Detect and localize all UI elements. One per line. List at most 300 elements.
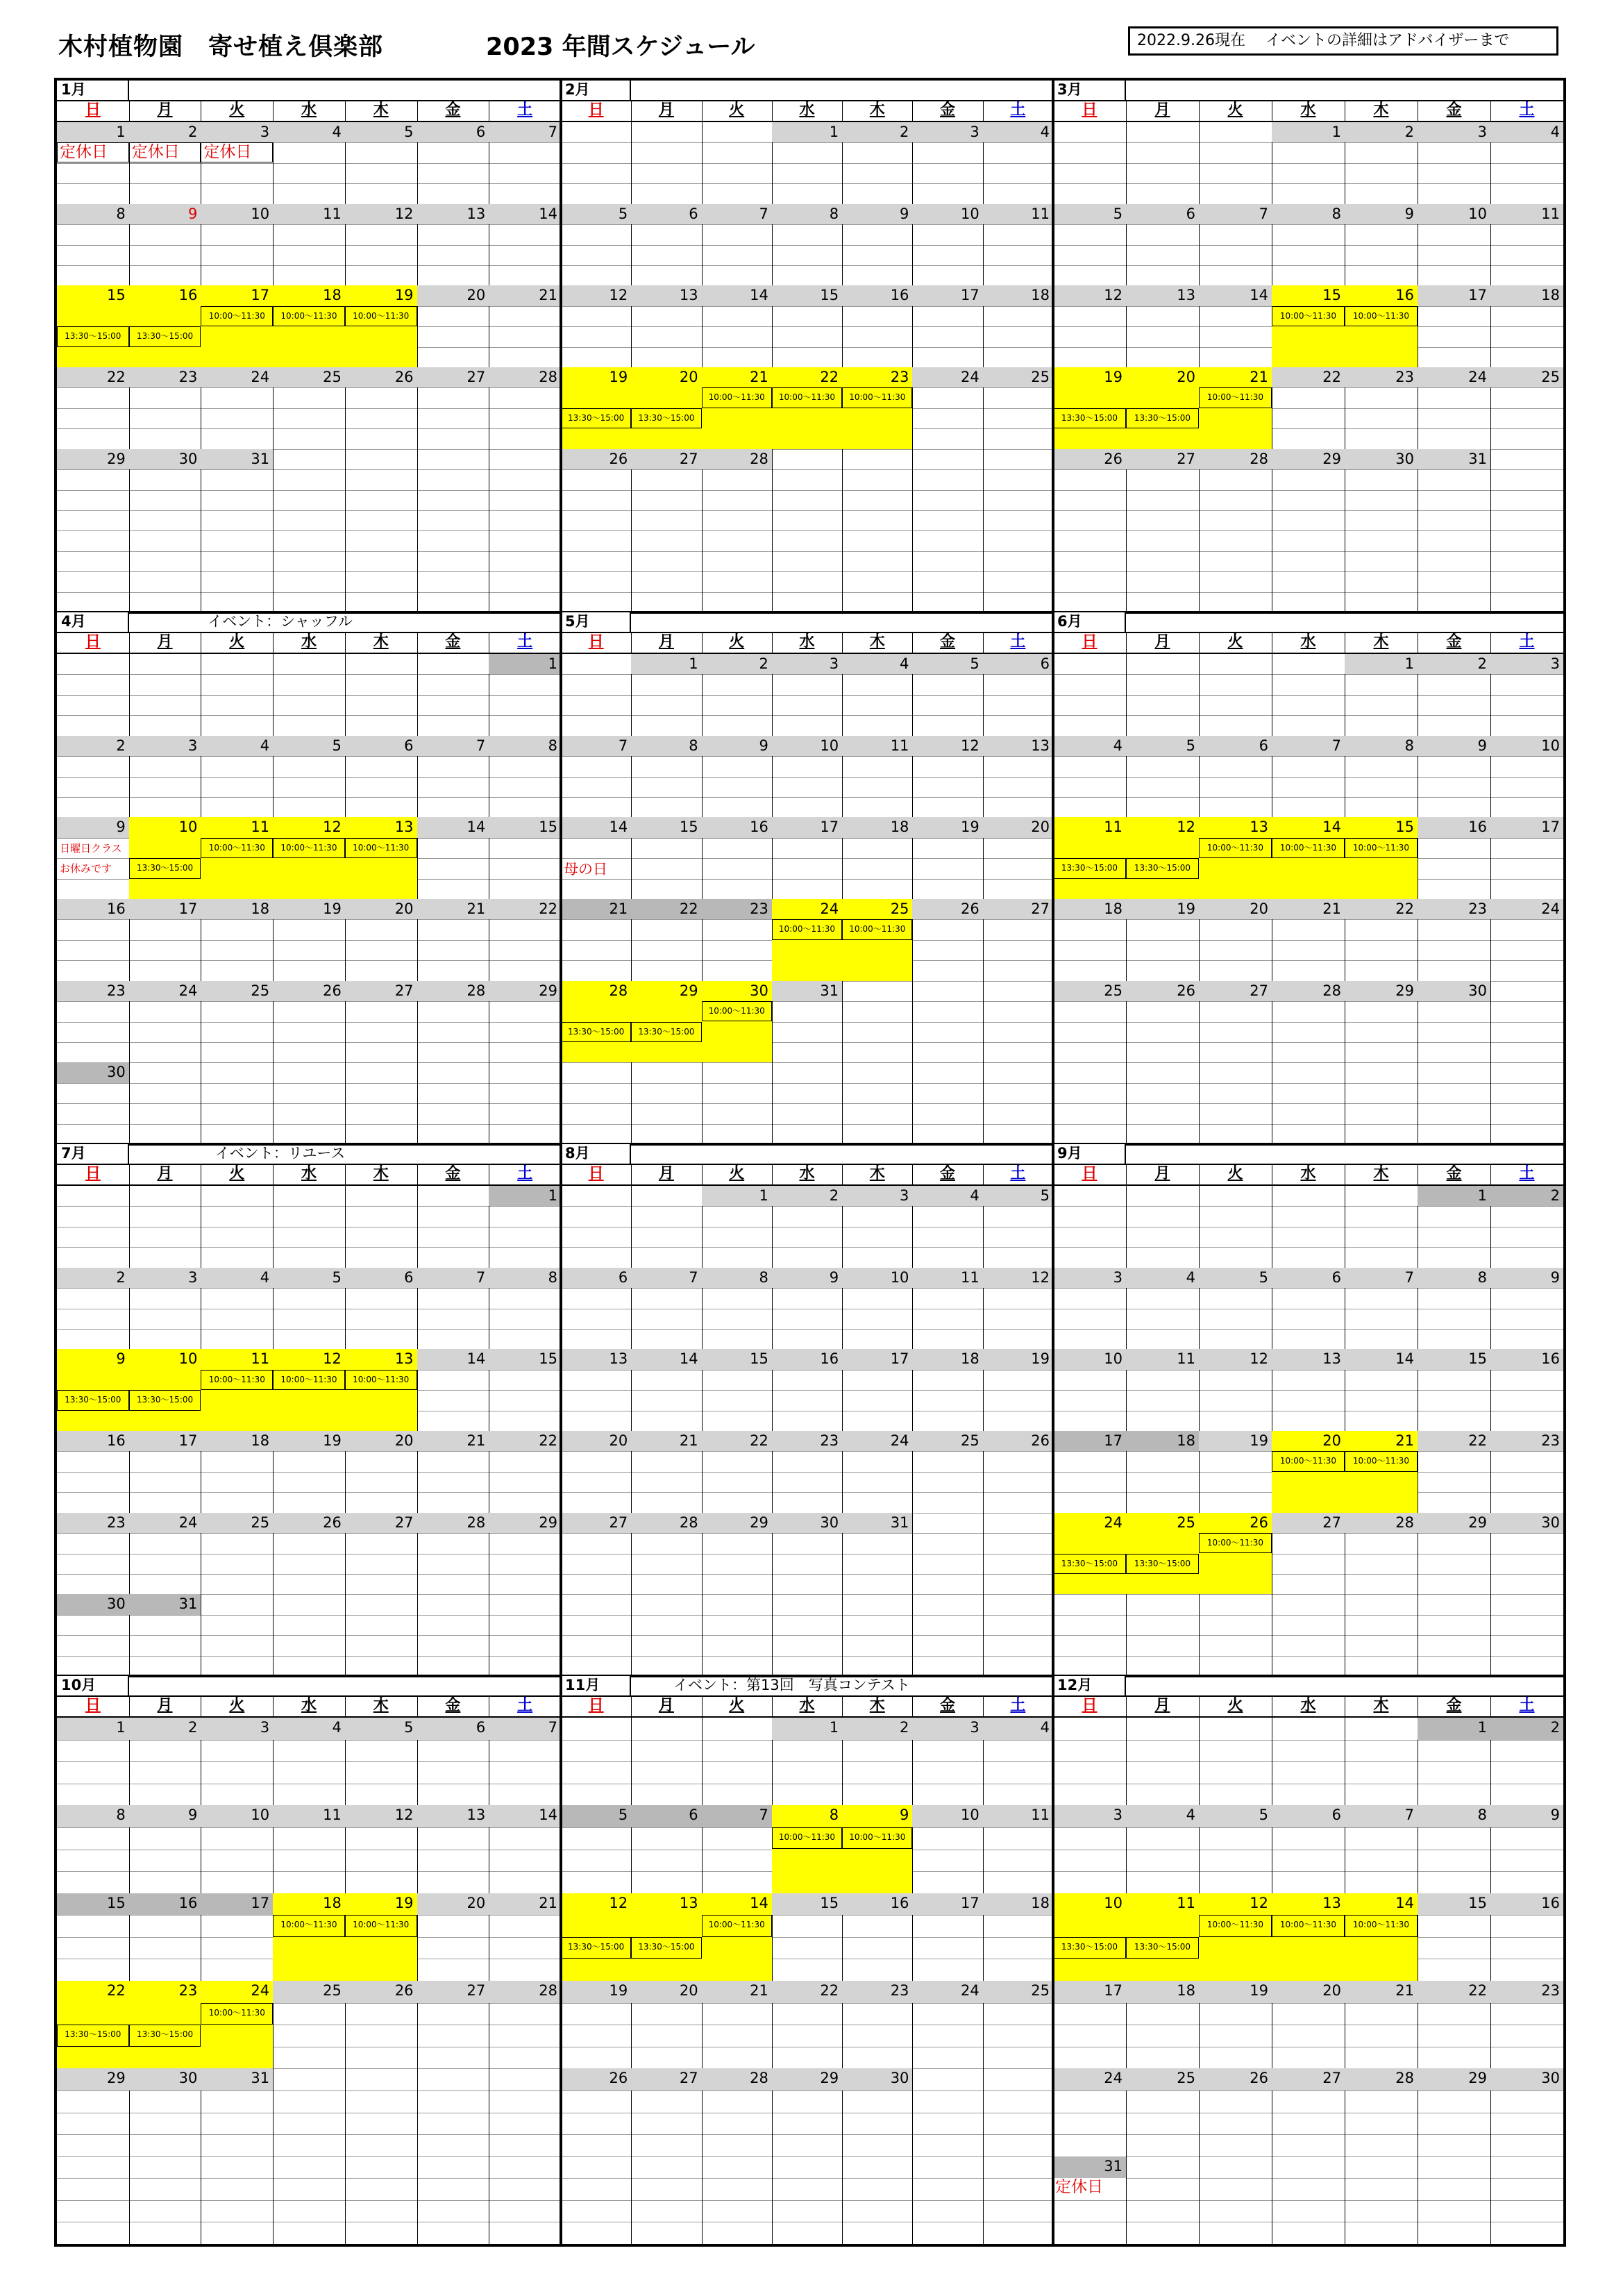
day-number: 6 bbox=[404, 737, 414, 754]
day-cell bbox=[1053, 204, 1126, 224]
am-class-slot: 10:00～11:30 bbox=[345, 1915, 417, 1937]
pm-class-slot: 13:30～15:00 bbox=[631, 1937, 701, 1959]
day-cell bbox=[57, 1513, 129, 1533]
am-class-slot: 10:00～11:30 bbox=[842, 1827, 912, 1850]
day-cell bbox=[345, 981, 417, 1001]
day-cell bbox=[842, 1349, 912, 1369]
day-number: 11 bbox=[1177, 1350, 1195, 1368]
day-cell bbox=[1053, 1513, 1126, 1533]
day-cell bbox=[1272, 122, 1345, 142]
day-cell bbox=[702, 981, 772, 1001]
am-class-slot: 10:00～11:30 bbox=[772, 919, 842, 939]
grid-line bbox=[1053, 1656, 1563, 1657]
grid-line bbox=[561, 2090, 1053, 2091]
grid-line bbox=[561, 1062, 1053, 1063]
day-cell bbox=[1199, 817, 1272, 837]
day-cell bbox=[1199, 981, 1272, 1001]
day-number: 2 bbox=[188, 124, 198, 140]
day-number: 7 bbox=[759, 1807, 768, 1824]
day-number: 25 bbox=[1031, 1982, 1050, 1999]
day-cell bbox=[702, 899, 772, 919]
day-cell bbox=[983, 1349, 1053, 1369]
month-label: 7月 bbox=[57, 1144, 129, 1164]
weekday-0: 日 bbox=[1082, 101, 1098, 119]
day-number: 19 bbox=[394, 287, 414, 304]
day-cell bbox=[983, 899, 1053, 919]
month-label: 11月 bbox=[561, 1676, 631, 1695]
day-cell bbox=[201, 1349, 273, 1369]
day-number: 1 bbox=[1331, 124, 1341, 140]
grid-line bbox=[1053, 1288, 1563, 1289]
month-event-title: イベント：シャッフル bbox=[208, 613, 353, 630]
weekday-0: 日 bbox=[588, 633, 604, 651]
day-number: 4 bbox=[970, 1187, 979, 1204]
day-number: 19 bbox=[323, 1432, 342, 1449]
day-number: 19 bbox=[609, 369, 628, 385]
day-number: 25 bbox=[1541, 369, 1560, 385]
closed-day-note: 定休日 bbox=[57, 142, 129, 162]
day-cell bbox=[702, 1981, 772, 2003]
day-number: 20 bbox=[1250, 900, 1268, 917]
day-note: 日曜日クラス bbox=[60, 841, 122, 855]
day-cell bbox=[1272, 1349, 1345, 1369]
day-cell bbox=[983, 654, 1053, 674]
grid-line bbox=[57, 1574, 561, 1575]
day-number: 27 bbox=[679, 450, 698, 467]
weekday-3: 水 bbox=[799, 1165, 815, 1182]
day-cell bbox=[345, 736, 417, 756]
grid-line bbox=[561, 777, 1053, 778]
day-number: 15 bbox=[750, 1350, 768, 1368]
day-cell bbox=[201, 367, 273, 387]
day-number: 24 bbox=[890, 1432, 909, 1449]
grid-line bbox=[57, 1451, 561, 1452]
day-number: 16 bbox=[750, 819, 768, 836]
month-label: 5月 bbox=[561, 612, 631, 632]
grid-column bbox=[417, 632, 418, 1144]
grid-line bbox=[57, 1062, 561, 1063]
day-cell bbox=[631, 1893, 701, 1916]
day-number: 26 bbox=[960, 900, 979, 917]
month-label: 9月 bbox=[1053, 1144, 1126, 1164]
day-cell bbox=[772, 1718, 842, 1740]
grid-line bbox=[561, 1635, 1053, 1636]
day-number: 4 bbox=[900, 655, 909, 672]
day-cell bbox=[1272, 1893, 1345, 1916]
day-cell bbox=[912, 1718, 982, 1740]
day-cell bbox=[273, 817, 345, 837]
month-column-separator bbox=[1052, 1144, 1054, 1676]
weekday-6: 土 bbox=[1519, 1165, 1535, 1182]
am-class-slot: 10:00～11:30 bbox=[702, 1001, 772, 1021]
day-cell bbox=[1272, 1268, 1345, 1288]
grid-line bbox=[1053, 1042, 1563, 1043]
day-cell bbox=[842, 204, 912, 224]
day-cell bbox=[1053, 899, 1126, 919]
day-number: 9 bbox=[759, 737, 768, 754]
pm-class-slot: 13:30～15:00 bbox=[57, 2025, 129, 2047]
weekday-0: 日 bbox=[1082, 1165, 1098, 1182]
day-number: 17 bbox=[1468, 287, 1487, 304]
day-number: 12 bbox=[960, 737, 979, 754]
grid-line bbox=[561, 510, 1053, 511]
month-label: 8月 bbox=[561, 1144, 631, 1164]
day-number: 30 bbox=[1395, 450, 1414, 467]
day-number: 27 bbox=[466, 1982, 486, 1999]
day-number: 26 bbox=[1177, 982, 1195, 999]
weekday-1: 月 bbox=[658, 1697, 674, 1714]
day-cell bbox=[1126, 1268, 1199, 1288]
day-number: 1 bbox=[689, 655, 698, 672]
grid-line bbox=[57, 777, 561, 778]
grid-column bbox=[983, 100, 984, 612]
am-class-slot: 10:00～11:30 bbox=[1199, 387, 1272, 408]
grid-line bbox=[561, 1370, 1053, 1371]
day-cell bbox=[417, 1805, 489, 1827]
day-number: 8 bbox=[1477, 1268, 1487, 1286]
day-cell bbox=[1490, 1718, 1563, 1740]
day-cell bbox=[842, 1513, 912, 1533]
am-class-slot: 10:00～11:30 bbox=[1199, 1915, 1272, 1937]
grid-line bbox=[1053, 163, 1563, 164]
day-number: 9 bbox=[1550, 1268, 1560, 1286]
day-cell bbox=[1490, 899, 1563, 919]
day-number: 24 bbox=[960, 369, 979, 385]
weekday-0: 日 bbox=[588, 1697, 604, 1714]
day-number: 31 bbox=[1468, 450, 1487, 467]
day-number: 15 bbox=[1395, 819, 1414, 836]
weekday-2: 火 bbox=[1227, 101, 1243, 119]
grid-line bbox=[1053, 1206, 1563, 1207]
am-class-slot: 10:00～11:30 bbox=[772, 1827, 842, 1850]
day-number: 25 bbox=[1177, 1514, 1195, 1531]
day-number: 18 bbox=[251, 1432, 270, 1449]
month-block-6 bbox=[1053, 612, 1563, 1144]
grid-line bbox=[561, 1390, 1053, 1391]
grid-line bbox=[57, 756, 561, 757]
day-cell bbox=[1199, 204, 1272, 224]
day-cell bbox=[1490, 1268, 1563, 1288]
day-number: 31 bbox=[1104, 2157, 1122, 2175]
weekday-2: 火 bbox=[729, 1697, 745, 1714]
day-number: 10 bbox=[1104, 1350, 1122, 1368]
month-block-4 bbox=[57, 612, 561, 1144]
day-number: 25 bbox=[323, 1982, 342, 1999]
day-number: 18 bbox=[1177, 1432, 1195, 1449]
day-cell bbox=[489, 285, 561, 305]
grid-line bbox=[561, 224, 1053, 225]
grid-line bbox=[57, 1554, 561, 1555]
day-number: 26 bbox=[1250, 1514, 1268, 1531]
month-block-1 bbox=[57, 81, 561, 612]
day-number: 3 bbox=[1113, 1807, 1122, 1824]
day-cell bbox=[561, 1431, 631, 1451]
grid-line bbox=[561, 551, 1053, 552]
grid-line bbox=[1053, 2178, 1563, 2179]
day-number: 23 bbox=[890, 369, 909, 385]
day-cell bbox=[631, 1431, 701, 1451]
day-number: 5 bbox=[618, 205, 628, 222]
day-number: 29 bbox=[1468, 2070, 1487, 2087]
day-cell bbox=[489, 736, 561, 756]
day-cell bbox=[1272, 1431, 1345, 1451]
day-number: 12 bbox=[1177, 819, 1195, 836]
day-number: 24 bbox=[820, 900, 839, 917]
grid-line bbox=[561, 1740, 1053, 1741]
day-cell bbox=[1418, 367, 1490, 387]
day-number: 25 bbox=[1104, 982, 1122, 999]
day-number: 17 bbox=[820, 819, 839, 836]
day-number: 17 bbox=[178, 1432, 198, 1449]
day-cell bbox=[1053, 981, 1126, 1001]
day-cell bbox=[1053, 2156, 1126, 2179]
day-number: 10 bbox=[1468, 205, 1487, 222]
day-cell bbox=[489, 1186, 561, 1206]
day-number: 14 bbox=[466, 1350, 486, 1368]
day-number: 2 bbox=[900, 1719, 909, 1736]
day-number: 22 bbox=[106, 369, 126, 385]
day-cell bbox=[273, 1981, 345, 2003]
day-number: 13 bbox=[1177, 287, 1195, 304]
day-number: 9 bbox=[900, 205, 909, 222]
day-cell bbox=[1272, 1805, 1345, 1827]
day-cell bbox=[417, 1268, 489, 1288]
grid-line bbox=[561, 183, 1053, 184]
day-cell bbox=[1490, 1349, 1563, 1369]
grid-line bbox=[1053, 1329, 1563, 1330]
grid-line bbox=[1053, 592, 1563, 593]
day-cell bbox=[842, 1805, 912, 1827]
grid-line bbox=[57, 592, 561, 593]
day-cell bbox=[273, 1805, 345, 1827]
day-number: 21 bbox=[539, 1894, 557, 1911]
am-class-slot: 10:00～11:30 bbox=[345, 306, 417, 326]
pm-class-slot: 13:30～15:00 bbox=[631, 408, 701, 428]
day-cell bbox=[417, 1893, 489, 1916]
grid-line bbox=[561, 674, 1053, 675]
day-cell bbox=[912, 1186, 982, 1206]
day-cell bbox=[842, 817, 912, 837]
day-number: 14 bbox=[750, 1894, 768, 1911]
grid-line bbox=[57, 2134, 561, 2135]
day-number: 27 bbox=[609, 1514, 628, 1531]
weekday-1: 月 bbox=[1154, 633, 1170, 651]
day-number: 11 bbox=[251, 1350, 270, 1368]
month-label: 12月 bbox=[1053, 1676, 1126, 1695]
day-cell bbox=[912, 122, 982, 142]
day-cell bbox=[631, 981, 701, 1001]
day-number: 4 bbox=[1550, 124, 1560, 140]
day-number: 28 bbox=[679, 1514, 698, 1531]
day-number: 22 bbox=[539, 1432, 557, 1449]
day-cell bbox=[1199, 736, 1272, 756]
grid-column bbox=[417, 1164, 418, 1676]
grid-column bbox=[702, 632, 703, 1144]
day-number: 13 bbox=[679, 1894, 698, 1911]
weekday-1: 月 bbox=[658, 101, 674, 119]
day-number: 10 bbox=[960, 1807, 979, 1824]
day-number: 5 bbox=[1186, 737, 1195, 754]
day-number: 22 bbox=[539, 900, 557, 917]
day-number: 16 bbox=[1468, 819, 1487, 836]
grid-line bbox=[561, 1329, 1053, 1330]
day-number: 13 bbox=[1031, 737, 1050, 754]
grid-line bbox=[57, 797, 561, 798]
grid-column bbox=[1490, 1695, 1491, 2244]
weekday-5: 金 bbox=[1446, 1165, 1462, 1182]
grid-line bbox=[57, 2156, 561, 2157]
grid-line bbox=[561, 2003, 1053, 2004]
weekday-6: 土 bbox=[517, 101, 533, 119]
day-cell bbox=[1272, 899, 1345, 919]
day-cell bbox=[417, 1349, 489, 1369]
day-cell bbox=[702, 2068, 772, 2090]
day-cell bbox=[772, 204, 842, 224]
day-number: 1 bbox=[116, 1719, 126, 1736]
weekday-6: 土 bbox=[1010, 1165, 1026, 1182]
day-number: 2 bbox=[1477, 655, 1487, 672]
grid-line bbox=[1053, 2200, 1563, 2201]
day-number: 28 bbox=[1322, 982, 1341, 999]
day-number: 13 bbox=[466, 205, 486, 222]
day-cell bbox=[772, 654, 842, 674]
day-cell bbox=[1126, 1805, 1199, 1827]
day-cell bbox=[129, 817, 201, 837]
day-number: 24 bbox=[1104, 2070, 1122, 2087]
day-cell bbox=[1418, 1186, 1490, 1206]
grid-line bbox=[561, 326, 1053, 327]
day-cell bbox=[129, 1805, 201, 1827]
day-number: 30 bbox=[1468, 982, 1487, 999]
am-class-slot: 10:00～11:30 bbox=[201, 2003, 273, 2025]
grid-column bbox=[842, 632, 843, 1144]
am-class-slot: 10:00～11:30 bbox=[702, 387, 772, 408]
day-cell bbox=[983, 285, 1053, 305]
grid-line bbox=[57, 1827, 561, 1828]
day-cell bbox=[201, 1805, 273, 1827]
day-cell bbox=[273, 367, 345, 387]
day-number: 28 bbox=[1395, 1514, 1414, 1531]
am-class-slot: 10:00～11:30 bbox=[1272, 306, 1345, 326]
weekday-4: 木 bbox=[373, 101, 389, 119]
weekday-3: 水 bbox=[301, 633, 317, 651]
grid-line bbox=[1053, 1761, 1563, 1762]
weekday-underline bbox=[57, 1184, 561, 1186]
day-number: 13 bbox=[609, 1350, 628, 1368]
day-cell bbox=[129, 1594, 201, 1614]
day-cell bbox=[631, 817, 701, 837]
day-number: 18 bbox=[1031, 287, 1050, 304]
grid-line bbox=[57, 224, 561, 225]
day-number: 19 bbox=[394, 1894, 414, 1911]
day-cell bbox=[561, 285, 631, 305]
day-number: 5 bbox=[1113, 205, 1122, 222]
day-cell bbox=[129, 736, 201, 756]
day-number: 8 bbox=[829, 205, 839, 222]
day-number: 31 bbox=[251, 2070, 270, 2087]
day-number: 21 bbox=[609, 900, 628, 917]
grid-column bbox=[1199, 1164, 1200, 1676]
grid-line bbox=[1053, 1124, 1563, 1125]
day-cell bbox=[702, 1268, 772, 1288]
day-number: 22 bbox=[820, 1982, 839, 1999]
day-number: 7 bbox=[476, 1268, 486, 1286]
grid-line bbox=[561, 142, 1053, 143]
grid-line bbox=[561, 1554, 1053, 1555]
day-cell bbox=[772, 1981, 842, 2003]
day-cell bbox=[1126, 449, 1199, 469]
day-number: 17 bbox=[960, 287, 979, 304]
day-number: 4 bbox=[260, 1268, 270, 1286]
day-number: 16 bbox=[890, 1894, 909, 1911]
day-number: 17 bbox=[1541, 819, 1560, 836]
day-cell bbox=[1272, 285, 1345, 305]
day-number: 26 bbox=[1104, 450, 1122, 467]
grid-line bbox=[1053, 469, 1563, 470]
day-cell bbox=[561, 981, 631, 1001]
grid-line bbox=[1053, 1390, 1563, 1391]
day-number: 12 bbox=[1250, 1350, 1268, 1368]
day-cell bbox=[983, 736, 1053, 756]
day-cell bbox=[983, 1431, 1053, 1451]
grid-line bbox=[57, 2178, 561, 2179]
day-cell bbox=[983, 1268, 1053, 1288]
day-cell bbox=[912, 1981, 982, 2003]
day-cell bbox=[201, 1893, 273, 1916]
weekday-0: 日 bbox=[588, 1165, 604, 1182]
day-number: 16 bbox=[1541, 1350, 1560, 1368]
weekday-6: 土 bbox=[517, 633, 533, 651]
day-cell bbox=[1490, 1893, 1563, 1916]
day-cell bbox=[489, 1893, 561, 1916]
grid-line bbox=[1053, 2134, 1563, 2135]
day-cell bbox=[842, 285, 912, 305]
day-cell bbox=[1272, 817, 1345, 837]
day-cell bbox=[1053, 449, 1126, 469]
weekday-underline bbox=[57, 653, 561, 654]
weekday-4: 木 bbox=[1373, 633, 1389, 651]
day-cell bbox=[273, 1718, 345, 1740]
day-cell bbox=[57, 2068, 129, 2090]
day-number: 19 bbox=[1177, 900, 1195, 917]
grid-line bbox=[561, 838, 1053, 839]
grid-line bbox=[57, 919, 561, 920]
day-number: 7 bbox=[759, 205, 768, 222]
day-number: 7 bbox=[1404, 1268, 1414, 1286]
weekday-1: 月 bbox=[658, 1165, 674, 1182]
day-cell bbox=[983, 1893, 1053, 1916]
day-cell bbox=[1053, 2068, 1126, 2090]
day-number: 29 bbox=[106, 450, 126, 467]
day-number: 20 bbox=[1177, 369, 1195, 385]
day-cell bbox=[912, 285, 982, 305]
weekday-0: 日 bbox=[85, 1165, 101, 1182]
day-number: 4 bbox=[332, 1719, 342, 1736]
grid-line bbox=[561, 2178, 1053, 2179]
day-number: 22 bbox=[1468, 1982, 1487, 1999]
day-cell bbox=[561, 449, 631, 469]
day-cell bbox=[702, 1805, 772, 1827]
day-cell bbox=[57, 1594, 129, 1614]
day-cell bbox=[57, 449, 129, 469]
day-cell bbox=[273, 1268, 345, 1288]
day-cell bbox=[273, 122, 345, 142]
day-number: 18 bbox=[323, 1894, 342, 1911]
day-cell bbox=[561, 1805, 631, 1827]
weekday-3: 水 bbox=[1300, 1165, 1316, 1182]
day-number: 29 bbox=[679, 982, 698, 999]
grid-column bbox=[772, 1695, 773, 2244]
